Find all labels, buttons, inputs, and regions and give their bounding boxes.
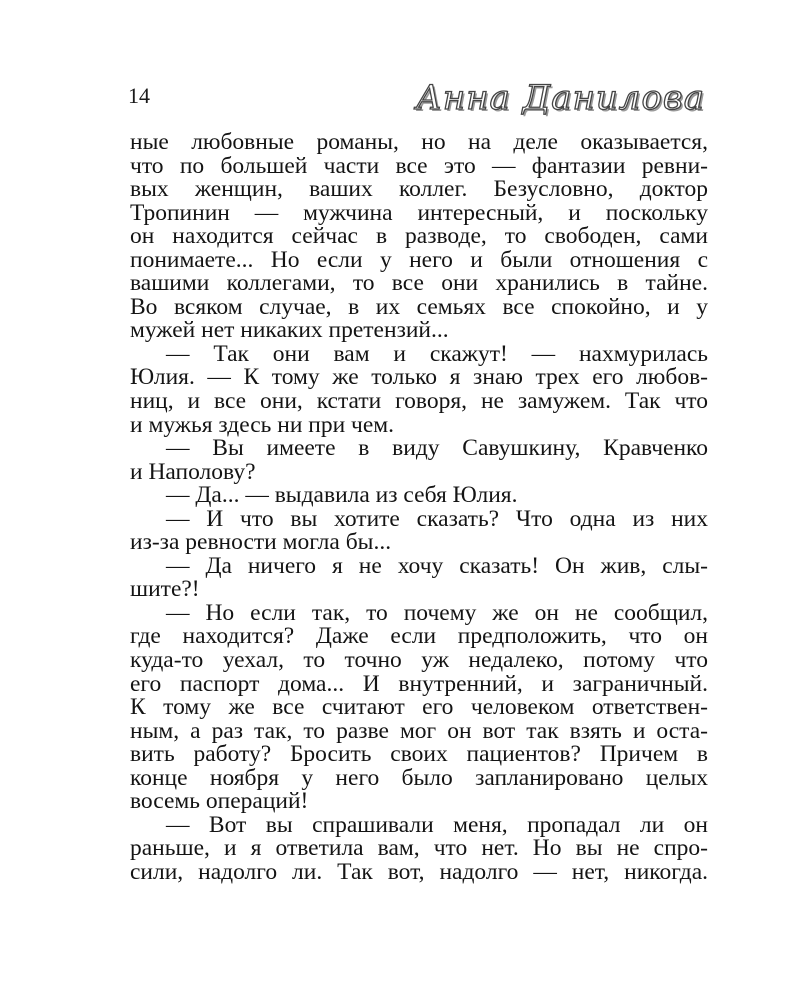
text-line: ниц, и все они, кстати говоря, не замужем. Так что bbox=[130, 388, 708, 415]
text-line: Во всяком случае, в их семьях все спокойно, и у bbox=[130, 293, 708, 320]
text-line: Тропинин — мужчина интересный, и поскольку bbox=[130, 199, 708, 226]
text-line: Юлия. — К тому же только я знаю трех его любов- bbox=[130, 364, 708, 391]
text-line: и Наполову? bbox=[130, 458, 256, 485]
text-line: вых женщин, ваших коллег. Безусловно, доктор bbox=[130, 176, 708, 203]
text-line: — Да... — выдавила из себя Юлия. bbox=[166, 482, 518, 509]
text-line: его паспорт дома... И внутренний, и заграничный. bbox=[130, 670, 708, 697]
text-line: — Да ничего я не хочу сказать! Он жив, слы- bbox=[166, 552, 708, 579]
text-line: — Так они вам и скажут! — нахмурилась bbox=[166, 340, 708, 367]
text-line: мужей нет никаких претензий... bbox=[130, 317, 449, 344]
text-line: вашими коллегами, то все они хранились в тайне. bbox=[130, 270, 708, 297]
page-text bbox=[130, 131, 708, 885]
text-line: К тому же все считают его человеком ответствен- bbox=[130, 694, 708, 721]
text-line: шите?! bbox=[130, 576, 200, 603]
text-line: — Вот вы спрашивали меня, пропадал ли он bbox=[166, 811, 708, 838]
text-line: понимаете... Но если у него и были отношения с bbox=[130, 246, 708, 273]
page-number: 14 bbox=[128, 83, 150, 108]
text-line: сили, надолго ли. Так вот, надолго — нет, никогда. bbox=[130, 858, 708, 885]
text-line: ным, а раз так, то разве мог он вот так взять и оста- bbox=[130, 717, 708, 744]
text-line: он находится сейчас в разводе, то свободен, сами bbox=[130, 223, 708, 250]
text-line: — Вы имеете в виду Савушкину, Кравченко bbox=[166, 435, 708, 462]
text-line: — И что вы хотите сказать? Что одна из них bbox=[166, 505, 708, 532]
text-line: где находится? Даже если предположить, что он bbox=[130, 623, 708, 650]
text-line: из-за ревности могла бы... bbox=[130, 529, 392, 556]
text-line: восемь операций! bbox=[130, 788, 309, 815]
text-line: что по большей части все это — фантазии ревни- bbox=[130, 152, 708, 179]
text-line: раньше, и я ответила вам, что нет. Но вы не спро- bbox=[130, 835, 708, 862]
text-line: куда-то уехал, то точно уж недалеко, потому что bbox=[130, 647, 708, 674]
text-line: — Но если так, то почему же он не сообщил, bbox=[166, 599, 708, 626]
text-line: вить работу? Бросить своих пациентов? Причем в bbox=[130, 741, 708, 768]
author-running-header: Анна Данилова bbox=[415, 78, 705, 118]
text-line: и мужья здесь ни при чем. bbox=[130, 411, 395, 438]
text-line: ные любовные романы, но на деле оказывается, bbox=[130, 129, 708, 155]
text-line: конце ноября у него было запланировано целых bbox=[130, 764, 708, 791]
